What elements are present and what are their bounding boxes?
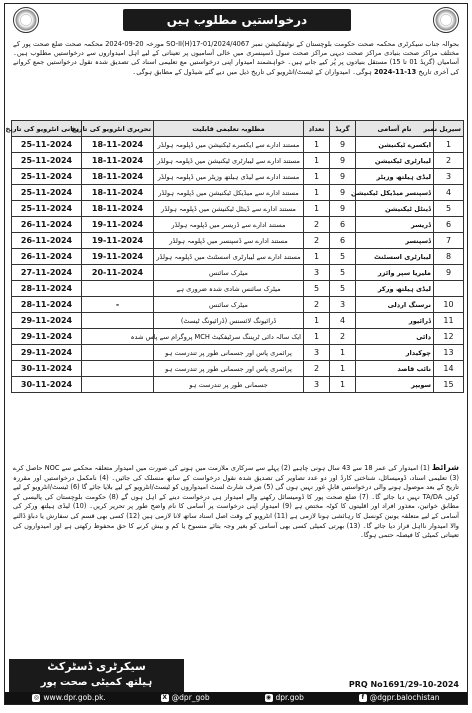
column-header-post: نام آسامی: [356, 121, 434, 137]
health-department-emblem-icon: [13, 7, 39, 33]
cell-written-date: [82, 313, 154, 329]
vacancies-table: [5, 120, 464, 393]
cell-written-date: 18-11-2024: [82, 201, 154, 217]
prq-number: PRQ No1691/29-10-2024: [348, 680, 459, 689]
footer-facebook[interactable]: [359, 692, 440, 704]
footer-twitter[interactable]: [161, 692, 210, 704]
cell-oral-date: 27-11-2024: [12, 265, 82, 281]
cell-written-date: 19-11-2024: [82, 233, 154, 249]
cell-quantity: 1: [304, 249, 330, 265]
cell-written-date: 18-11-2024: [82, 185, 154, 201]
cell-grade: 6: [330, 217, 356, 233]
table-row: [12, 201, 464, 217]
conditions-title: شرائط: [431, 463, 459, 472]
cell-oral-date: 25-11-2024: [12, 153, 82, 169]
cell-serial: 5: [434, 201, 464, 217]
cell-oral-date: 25-11-2024: [12, 169, 82, 185]
signature-line-2: ہیلتھ کمیٹی صحت پور: [40, 677, 153, 688]
cell-oral-date: 26-11-2024: [12, 249, 82, 265]
cell-quantity: 3: [304, 265, 330, 281]
cell-serial: 8: [434, 249, 464, 265]
footer-website-text: www.dpr.gob.pk.: [43, 693, 106, 702]
intro-paragraph: [13, 40, 459, 114]
condition-paragraph: (4) نامکمل درخواستیں اور مقررہ تاریخ کے بعد موصول ہونے والی درخواستیں قابلِ غور نہیں ہوں گی (5) صرف شارٹ لسٹ امیدواروں کو ٹیسٹ/انٹرویو کے لیے بلایا جائے گا (6) ٹیسٹ/انٹرویو کے لیے کوئی TA/DA نہیں دیا جائے گا۔: [13, 473, 459, 501]
cell-quantity: 1: [304, 169, 330, 185]
cell-oral-date: 25-11-2024: [12, 185, 82, 201]
cell-grade: 5: [330, 265, 356, 281]
cell-grade: 9: [330, 169, 356, 185]
cell-grade: 5: [330, 249, 356, 265]
cell-quantity: 5: [304, 281, 330, 297]
cell-grade: 1: [330, 361, 356, 377]
cell-qualification: ایک سالہ دائی ٹریننگ سرٹیفکیٹ MCH پروگرام سے پاس شدہ: [154, 329, 304, 345]
column-header-grade: گریڈ: [330, 121, 356, 137]
table-row: [12, 377, 464, 393]
condition-paragraph: (1) امیدوار کی عمر 18 سے 43 سال ہونی چاہیے (2) پہلے سے سرکاری ملازمت میں ہونے کی صورت میں امیدوار متعلقہ محکمے سے NOC حاصل کرے (3) تعلیمی اسناد، ڈومیسائل، شناختی کارڈ اور دو عدد تصاویر کی تصدیق شدہ نقول درخواست کے ساتھ منسلک کی جائیں۔: [13, 464, 459, 482]
cell-oral-date: 29-11-2024: [12, 345, 82, 361]
cell-grade: 2: [330, 329, 356, 345]
cell-serial: 15: [434, 377, 464, 393]
footer-facebook-text: @dgpr.balochistan: [369, 693, 440, 702]
cell-post: لیڈی ہیلتھ وزیٹر: [356, 169, 434, 185]
cell-serial: 4: [434, 185, 464, 201]
cell-serial: 9: [434, 265, 464, 281]
cell-serial: 3: [434, 169, 464, 185]
cell-qualification: پرائمری پاس اور جسمانی طور پر تندرست ہو: [154, 361, 304, 377]
cell-written-date: 18-11-2024: [82, 137, 154, 153]
cell-post: سویپر: [356, 377, 434, 393]
table-row: [12, 233, 464, 249]
cell-written-date: 18-11-2024: [82, 153, 154, 169]
table-row: [12, 345, 464, 361]
cell-quantity: 2: [304, 361, 330, 377]
cell-quantity: 1: [304, 329, 330, 345]
cell-qualification: میٹرک سائنس: [154, 297, 304, 313]
cell-written-date: [82, 281, 154, 297]
cell-serial: 1: [434, 137, 464, 153]
cell-post: ڈینٹل ٹیکنیشن: [356, 201, 434, 217]
condition-paragraph: (10) لیڈی ہیلتھ ورکر کی آسامی کے لیے متعلقہ یونین کونسل کا رہائشی ہونا لازمی ہے (11) انٹرویو کے وقت اصل اسناد ساتھ لانا لازمی ہیں (12) کسی بھی قسم کی سفارش یا دباؤ ڈالنے والا امیدوار نااہل قرار دیا جائے گا۔: [13, 502, 459, 530]
cell-oral-date: 26-11-2024: [12, 217, 82, 233]
cell-post: ایکسرے ٹیکنیشن: [356, 137, 434, 153]
cell-post: ملیریا سپر وائزر: [356, 265, 434, 281]
cell-quantity: 2: [304, 233, 330, 249]
table-row: [12, 169, 464, 185]
cell-post: نرسنگ اردلی: [356, 297, 434, 313]
table-row: [12, 297, 464, 313]
cell-serial: 2: [434, 153, 464, 169]
cell-serial: [434, 281, 464, 297]
cell-post: دائی: [356, 329, 434, 345]
cell-written-date: 20-11-2024: [82, 265, 154, 281]
facebook-icon: f: [359, 694, 367, 702]
cell-serial: 11: [434, 313, 464, 329]
cell-post: ڈریسر: [356, 217, 434, 233]
cell-grade: 1: [330, 345, 356, 361]
footer-bar: [5, 692, 467, 704]
intro-line-2: مراکز صحت بنیادی مراکز صحت دیہی مراکز صحت سول ڈسپنسری میں خالی آسامیوں پر تعیناتی کے لیے اہل امیدواروں سے درخواستیں مطلوب ہیں۔: [13, 49, 438, 58]
cell-qualification: مستند ادارے سے لیبارٹری اسسٹنٹ میں ڈپلومہ ہولڈر: [154, 249, 304, 265]
globe-icon: ◎: [33, 694, 40, 701]
cell-qualification: میٹرک سائنس شادی شدہ ضروری ہے: [154, 281, 304, 297]
cell-oral-date: 25-11-2024: [12, 137, 82, 153]
cell-qualification: مستند ادارے سے لیڈی ہیلتھ وزیٹر میں ڈپلومہ ہولڈر: [154, 169, 304, 185]
cell-written-date: [82, 361, 154, 377]
table-header-row: [12, 121, 464, 137]
cell-serial: 10: [434, 297, 464, 313]
cell-qualification: میٹرک سائنس: [154, 265, 304, 281]
cell-oral-date: 30-11-2024: [12, 361, 82, 377]
table-row: [12, 281, 464, 297]
intro-line-1: بحوالہ جناب سیکرٹری محکمہ صحت حکومت بلوچستان کے نوٹیفکیشن نمبر SO-II(H)17-01/2024/4067 مورخہ 20-09-2024 محکمہ صحت ضلع صحت پور کے مختلف: [13, 40, 460, 58]
cell-post: ڈسپنسر: [356, 233, 434, 249]
conditions-section: [13, 463, 459, 659]
cell-written-date: 19-11-2024: [82, 249, 154, 265]
column-header-quantity: تعداد: [304, 121, 330, 137]
intro-line-5: ہوگی۔ امیدواران کے ٹیسٹ/انٹرویو کی تاریخ ذیل میں دیے گئے شیڈول کے مطابق ہوگی۔: [132, 67, 372, 76]
table-row: [12, 361, 464, 377]
twitter-icon: X: [162, 694, 167, 701]
column-header-written-date: تحریری انٹرویو کی تاریخ: [82, 121, 154, 137]
advertisement-page: [4, 3, 468, 705]
cell-grade: 1: [330, 377, 356, 393]
cell-oral-date: 28-11-2024: [12, 297, 82, 313]
cell-grade: 9: [330, 137, 356, 153]
cell-grade: 9: [330, 201, 356, 217]
cell-qualification: مستند ادارے سے میڈیکل ٹیکنیشن میں ڈپلومہ ہولڈر: [154, 185, 304, 201]
cell-qualification: پرائمری پاس اور جسمانی طور پر تندرست ہو: [154, 345, 304, 361]
cell-qualification: مستند ادارے سے لیبارٹری ٹیکنیشن میں ڈپلومہ ہولڈر: [154, 153, 304, 169]
footer-instagram[interactable]: [265, 692, 304, 704]
table-row: [12, 137, 464, 153]
cell-written-date: 18-11-2024: [82, 169, 154, 185]
cell-written-date: [82, 377, 154, 393]
cell-quantity: 1: [304, 185, 330, 201]
cell-written-date: 19-11-2024: [82, 217, 154, 233]
cell-written-date: [82, 345, 154, 361]
cell-post: نائب قاصد: [356, 361, 434, 377]
footer-website[interactable]: [32, 692, 105, 704]
condition-paragraph: (13) بھرتی کمیٹی کسی بھی آسامی کو بغیر وجہ بتائے منسوخ یا کم و بیش کرنے کا حق محفوظ رکھتی ہے اور امیدواروں کی تعیناتی کمیٹی کا فیصلہ حتمی ہوگا۔: [13, 521, 459, 540]
cell-post: ڈرائیور: [356, 313, 434, 329]
cell-oral-date: 28-11-2024: [12, 281, 82, 297]
cell-post: لیڈی ہیلتھ ورکر: [356, 281, 434, 297]
government-emblem-icon: [433, 7, 459, 33]
cell-oral-date: 26-11-2024: [12, 233, 82, 249]
footer-twitter-text: @dpr_gob: [171, 693, 210, 702]
cell-oral-date: 29-11-2024: [12, 329, 82, 345]
cell-post: ڈسپنسر میڈیکل ٹیکنیشن: [356, 185, 434, 201]
table-row: [12, 265, 464, 281]
intro-line-3: آسامیاں (گریڈ 01 تا 15) مستقل بنیادوں پر پُر کیے جانے ہیں۔ خواہشمند امیدوار اپنی درخواستیں مع تعلیمی اسناد کی تصدیق شدہ نقول: [79, 58, 459, 67]
condition-paragraph: (7) ضلع صحت پور کا ڈومیسائل رکھنے والے امیدوار ہی درخواست دینے کے اہل ہوں گے (8) حکومت بلوچستان کی پالیسی کے مطابق خواتین، معذور افراد اور اقلیتوں کا کوٹہ مختص ہے (9) امیدوار اپنی درخواست پر آسامی کا نام واضح طور پر تحریر کریں۔: [13, 492, 460, 511]
cell-quantity: 1: [304, 313, 330, 329]
cell-quantity: 2: [304, 297, 330, 313]
cell-grade: 3: [330, 297, 356, 313]
cell-oral-date: 30-11-2024: [12, 377, 82, 393]
instagram-icon: ◉: [265, 694, 272, 701]
cell-serial: 14: [434, 361, 464, 377]
table-row: [12, 329, 464, 345]
cell-oral-date: 29-11-2024: [12, 313, 82, 329]
intro-deadline: 13-11-2024: [374, 67, 417, 76]
cell-post: لیبارٹری اسسٹنٹ: [356, 249, 434, 265]
cell-serial: 7: [434, 233, 464, 249]
table-row: [12, 185, 464, 201]
cell-qualification: مستند ادارے سے ڈینٹل ٹیکنیشن میں ڈپلومہ ہولڈر: [154, 201, 304, 217]
cell-grade: 9: [330, 185, 356, 201]
cell-written-date: -: [82, 297, 154, 313]
cell-grade: 4: [330, 313, 356, 329]
cell-qualification: ڈرائیونگ لائسنس (ڈرائیونگ ٹیسٹ): [154, 313, 304, 329]
intro-line-4: درخواستیں جمع کروانے کی آخری تاریخ: [13, 58, 459, 76]
table-row: [12, 217, 464, 233]
cell-quantity: 3: [304, 345, 330, 361]
cell-quantity: 1: [304, 137, 330, 153]
cell-oral-date: 25-11-2024: [12, 201, 82, 217]
cell-post: لیبارٹری ٹیکنیشن: [356, 153, 434, 169]
cell-grade: 6: [330, 233, 356, 249]
column-header-serial: سیریل نمبر: [434, 121, 464, 137]
cell-grade: 9: [330, 153, 356, 169]
cell-serial: 12: [434, 329, 464, 345]
cell-serial: 13: [434, 345, 464, 361]
cell-qualification: جسمانی طور پر تندرست ہو: [154, 377, 304, 393]
cell-qualification: مستند ادارے سے ڈریسر میں ڈپلومہ ہولڈر: [154, 217, 304, 233]
cell-qualification: مستند ادارے سے ڈسپنسر میں ڈپلومہ ہولڈر: [154, 233, 304, 249]
cell-grade: 5: [330, 281, 356, 297]
cell-quantity: 3: [304, 377, 330, 393]
cell-post: چوکیدار: [356, 345, 434, 361]
cell-quantity: 1: [304, 153, 330, 169]
header: [5, 4, 467, 38]
cell-serial: 6: [434, 217, 464, 233]
signature-block: [9, 659, 184, 693]
table-row: [12, 249, 464, 265]
table-row: [12, 153, 464, 169]
footer-instagram-text: dpr.gob: [275, 693, 304, 702]
column-header-qualification: مطلوبہ تعلیمی قابلیت: [154, 121, 304, 137]
cell-qualification: مستند ادارے سے ایکسرے ٹیکنیشن میں ڈپلومہ ہولڈر: [154, 137, 304, 153]
signature-line-1: سیکرٹری ڈسٹرکٹ: [47, 660, 146, 673]
table-row: [12, 313, 464, 329]
cell-quantity: 1: [304, 201, 330, 217]
column-header-oral-date: زبانی انٹرویو کی تاریخ: [12, 121, 82, 137]
page-title: درخواستیں مطلوب ہیں: [123, 9, 351, 31]
cell-quantity: 2: [304, 217, 330, 233]
